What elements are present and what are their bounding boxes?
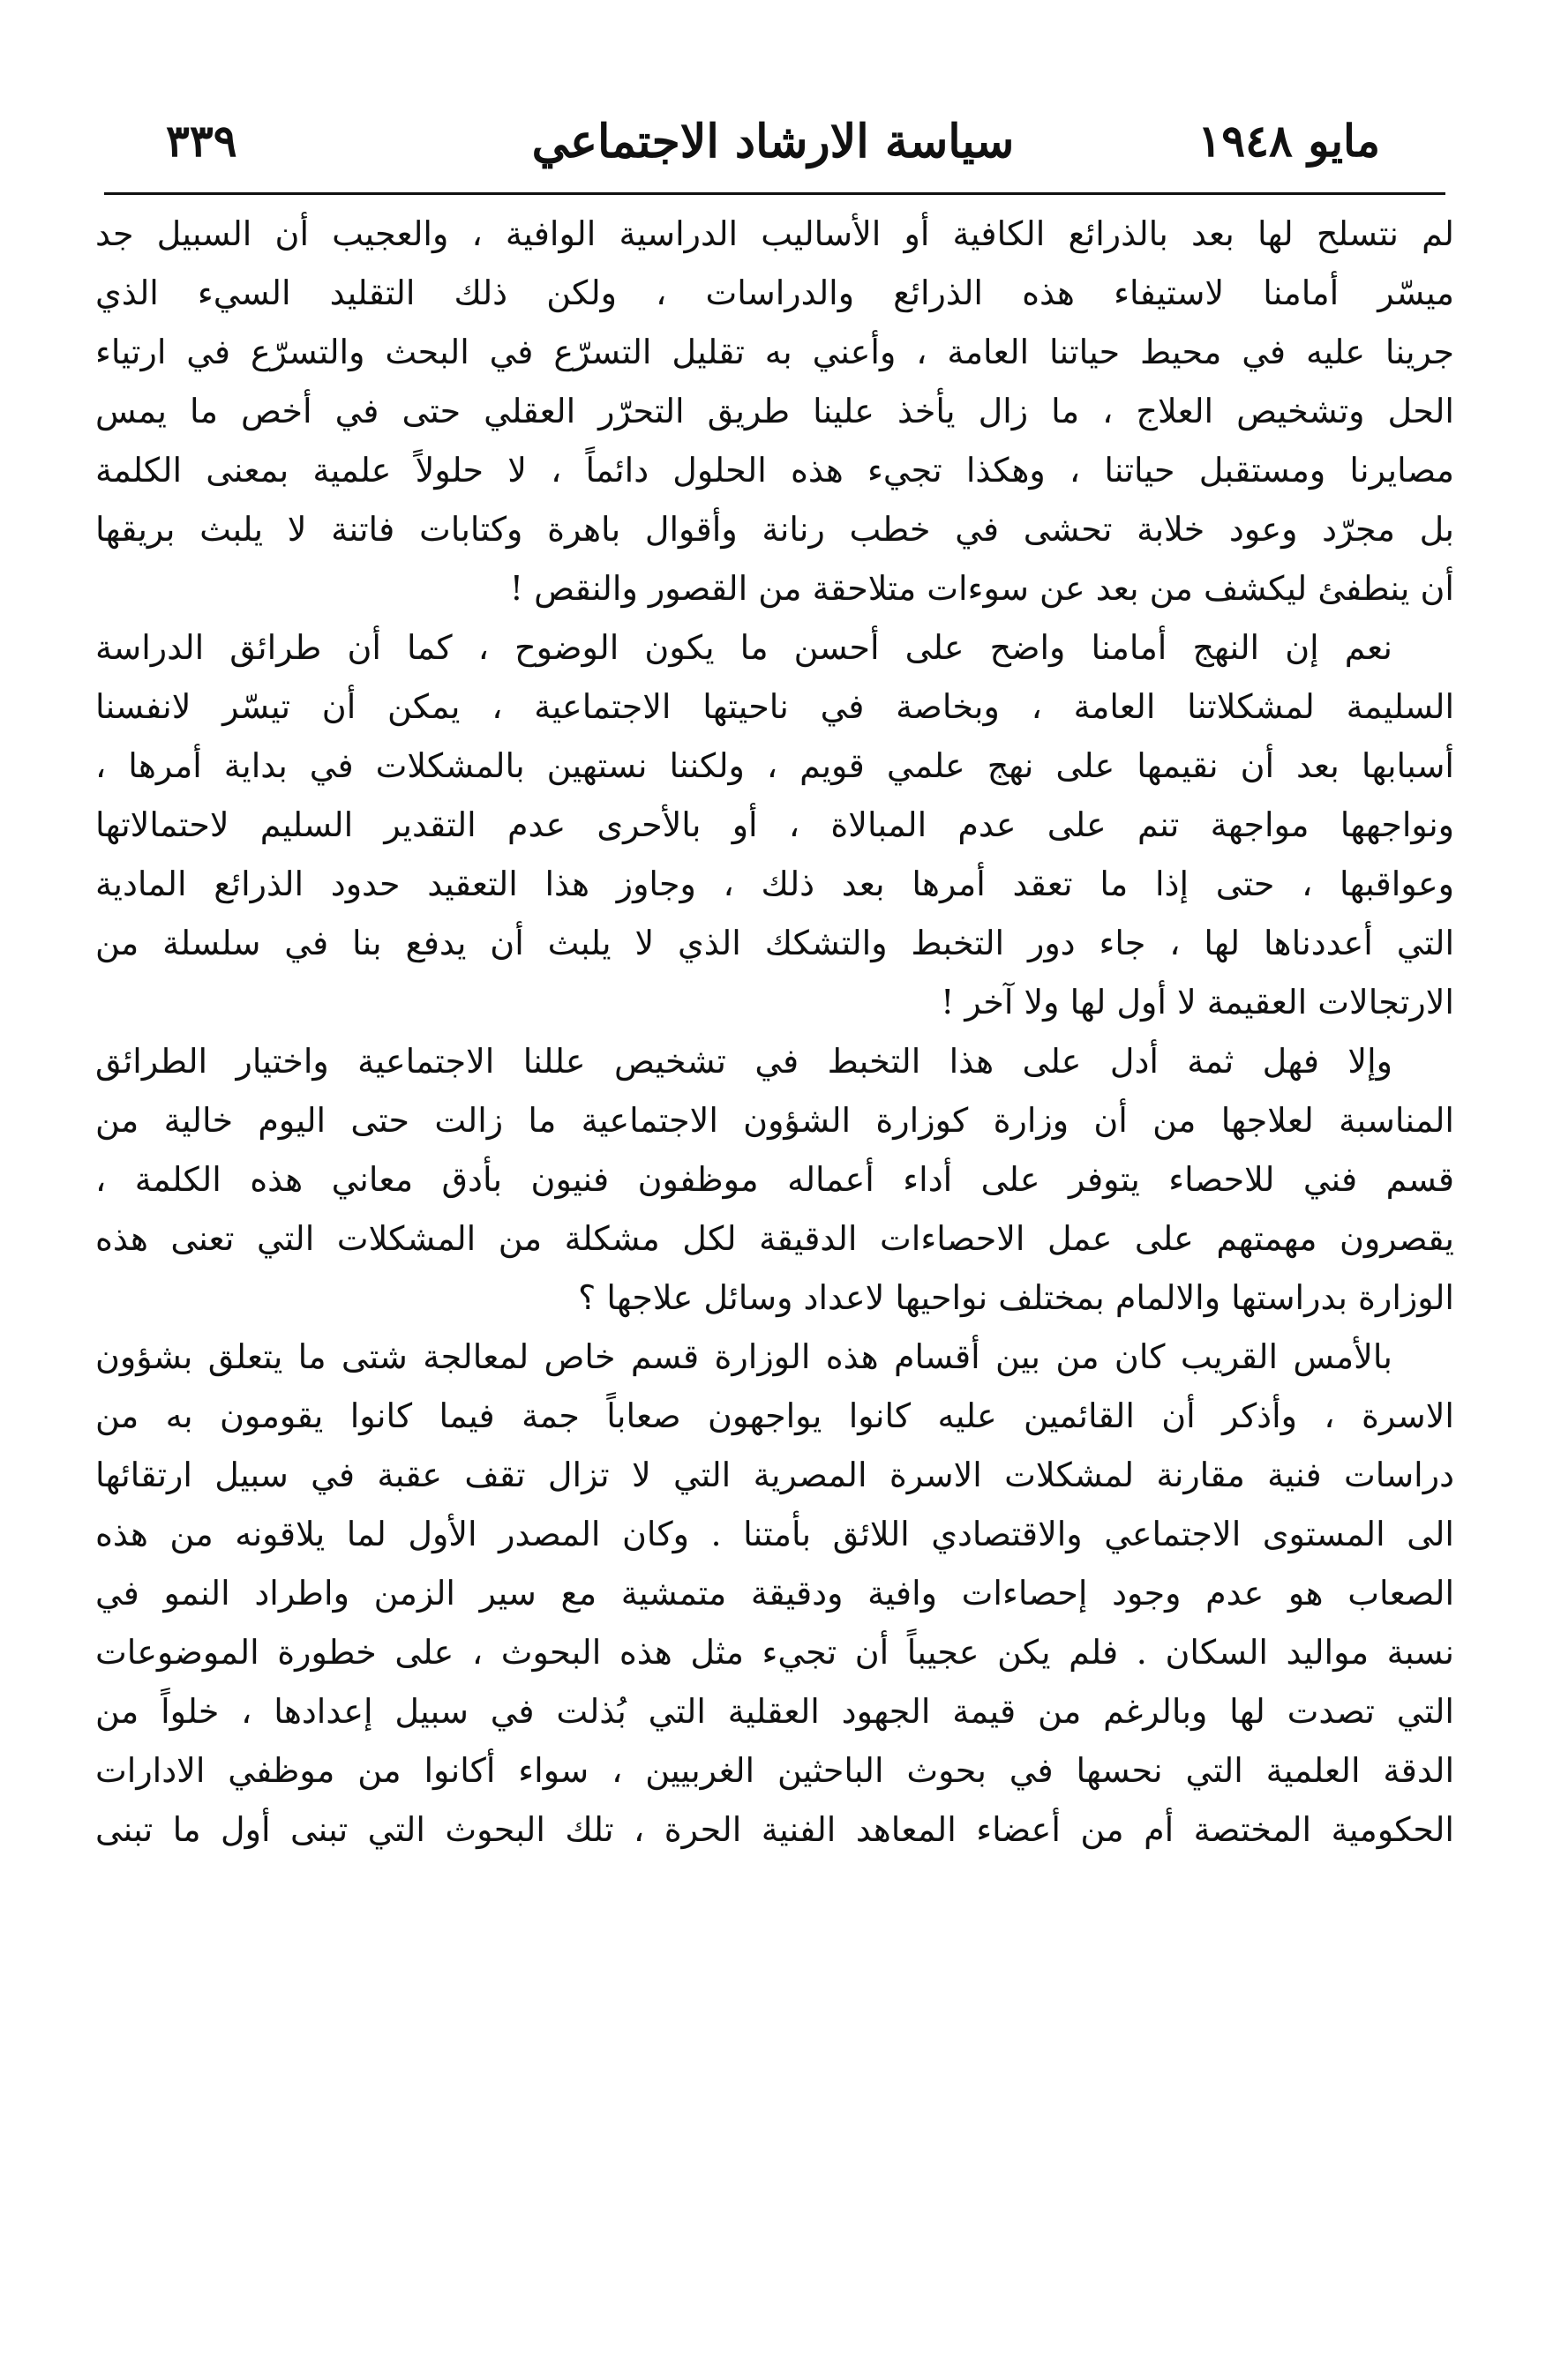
running-title: سياسة الارشاد الاجتماعي [531,115,1015,168]
text-line: قسم فني للاحصاء يتوفر على أداء أعماله موظفون فنيون بأدق معاني هذه الكلمة ، [95,1160,1454,1199]
text-line: الدقة العلمية التي نحسها في بحوث الباحثين الغربيين ، سواء أكانوا من موظفي الادارات [95,1751,1454,1790]
header-rule [104,192,1445,195]
text-line: بالأمس القريب كان من بين أقسام هذه الوزارة قسم خاص لمعالجة شتى ما يتعلق بشؤون [95,1337,1392,1376]
text-line: التي تصدت لها وبالرغم من قيمة الجهود العقلية التي بُذلت في سبيل إعدادها ، خلواً من [95,1692,1454,1731]
paragraph-4 [95,1328,1454,1860]
text-line: لم نتسلح لها بعد بالذرائع الكافية أو الأساليب الدراسية الوافية ، والعجيب أن السبيل جد [95,214,1454,253]
text-line: يقصرون مهمتهم على عمل الاحصاءات الدقيقة لكل مشكلة من المشكلات التي تعنى هذه [95,1219,1454,1258]
text-line: نسبة مواليد السكان . فلم يكن عجيباً أن تجيء مثل هذه البحوث ، على خطورة الموضوعات [95,1633,1454,1672]
text-line: الوزارة بدراستها والالمام بمختلف نواحيها لاعداد وسائل علاجها ؟ [578,1278,1454,1317]
text-line: نعم إن النهج أمامنا واضح على أحسن ما يكون الوضوح ، كما أن طرائق الدراسة [95,628,1392,667]
text-line: أن ينطفئ ليكشف من بعد عن سوءات متلاحقة من القصور والنقص ! [509,569,1454,608]
text-line: التي أعددناها لها ، جاء دور التخبط والتشكك الذي لا يلبث أن يدفع بنا في سلسلة من [95,924,1454,962]
paragraph-3 [95,1032,1454,1328]
text-line: السليمة لمشكلاتنا العامة ، وبخاصة في ناحيتها الاجتماعية ، يمكن أن تيسّر لانفسنا [95,687,1454,726]
text-line: وعواقبها ، حتى إذا ما تعقد أمرها بعد ذلك ، وجاوز هذا التعقيد حدود الذرائع المادية [95,864,1454,903]
page-number: ٣٣٩ [166,115,237,167]
issue-date: مايو ١٩٤٨ [1197,115,1380,167]
paragraph-2 [95,618,1454,1032]
text-line: الحل وتشخيص العلاج ، ما زال يأخذ علينا طريق التحرّر العقلي حتى في أخص ما يمس [95,392,1454,430]
text-line: الارتجالات العقيمة لا أول لها ولا آخر ! [941,983,1454,1022]
text-line: ميسّر أمامنا لاستيفاء هذه الذرائع والدراسات ، ولكن ذلك التقليد السيء الذي [95,273,1454,312]
text-line: بل مجرّد وعود خلابة تحشى في خطب رنانة وأقوال باهرة وكتابات فاتنة لا يلبث بريقها [95,510,1454,549]
text-line: جرينا عليه في محيط حياتنا العامة ، وأعني به تقليل التسرّع في البحث والتسرّع في ارتياء [95,333,1454,371]
text-line: الاسرة ، وأذكر أن القائمين عليه كانوا يواجهون صعاباً جمة فيما كانوا يقومون به من [95,1396,1454,1435]
text-line: وإلا فهل ثمة أدل على هذا التخبط في تشخيص عللنا الاجتماعية واختيار الطرائق [95,1042,1392,1081]
body-text [95,205,1454,1860]
text-line: الى المستوى الاجتماعي والاقتصادي اللائق بأمتنا . وكان المصدر الأول لما يلاقونه من هذه [95,1515,1454,1553]
text-line: المناسبة لعلاجها من أن وزارة كوزارة الشؤون الاجتماعية ما زالت حتى اليوم خالية من [95,1101,1454,1140]
running-head [104,106,1442,185]
text-line: أسبابها بعد أن نقيمها على نهج علمي قويم ، ولكننا نستهين بالمشكلات في بداية أمرها ، [95,746,1454,785]
text-line: مصايرنا ومستقبل حياتنا ، وهكذا تجيء هذه الحلول دائماً ، لا حلولاً علمية بمعنى الكلمة [95,451,1454,490]
text-line: ونواجهها مواجهة تنم على عدم المبالاة ، أو بالأحرى عدم التقدير السليم لاحتمالاتها [95,805,1454,844]
text-line: الصعاب هو عدم وجود إحصاءات وافية ودقيقة متمشية مع سير الزمن واطراد النمو في [95,1574,1454,1613]
text-line: الحكومية المختصة أم من أعضاء المعاهد الفنية الحرة ، تلك البحوث التي تبنى أول ما تبنى [95,1810,1454,1849]
paragraph-1 [95,205,1454,618]
text-line: دراسات فنية مقارنة لمشكلات الاسرة المصرية التي لا تزال تقف عقبة في سبيل ارتقائها [95,1456,1454,1494]
